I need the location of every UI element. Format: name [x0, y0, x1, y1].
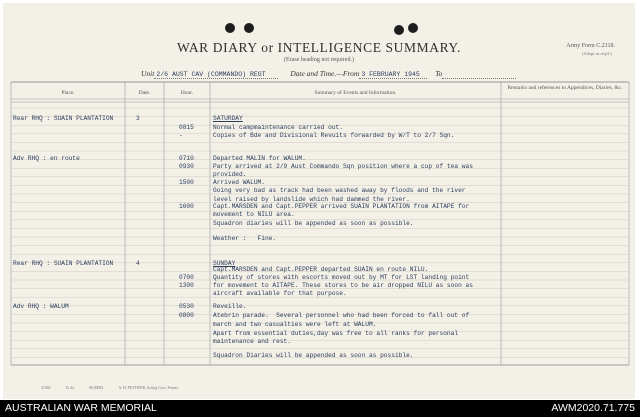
entry-text: SATURDAY — [213, 115, 243, 122]
entry-hour: 0815 — [179, 124, 194, 131]
entry-date: 4 — [136, 260, 140, 267]
entry-text: Weather : Fine. — [213, 235, 277, 242]
entry-text: Capt.MARSDEN and Capt.PEPPER arrived SUAIN PLANTATION from AITAPE for — [213, 203, 470, 210]
entry-hour: 0530 — [179, 303, 194, 310]
footer-accession-number: AWM2020.71.775 — [551, 402, 635, 414]
hour-column-header: Hour. — [180, 90, 194, 96]
entry-text: for movement to AITAPE. These stores to be air dropped NILU as soon as — [213, 282, 473, 289]
entry-text: provided. — [213, 171, 247, 178]
printer-date: 15.42 — [65, 386, 74, 390]
date-value: 3 FEBRUARY 1945 — [359, 71, 427, 79]
entry-text: Copies of Bde and Divisional Revuits forwarded by W/T to 2/7 Sqn. — [213, 132, 455, 139]
unit-value: 2/6 AUST CAV (COMMANDO) REGT — [154, 71, 278, 79]
entry-text: Atebrin parade. Several personnel who had been forced to fall out of — [213, 312, 470, 319]
entry-hour: - — [179, 132, 183, 139]
printer-quantity: 80,000M. — [88, 386, 104, 390]
date-column-header: Date. — [138, 90, 151, 96]
entry-place: Adv RHQ : WALUM — [13, 303, 69, 310]
entry-hour: 1500 — [179, 179, 194, 186]
entry-place: Rear RHQ : SUAIN PLANTATION — [13, 115, 114, 122]
entry-date: 3 — [136, 115, 140, 122]
printer-name: A. H. PETTIFER, Acting Govt. Printer. — [118, 386, 179, 390]
entry-hour: 0800 — [179, 312, 194, 319]
army-form-number: Army Form C.2118. — [566, 43, 615, 49]
unit-label: Unit — [141, 69, 155, 78]
footer-institution: AUSTRALIAN WAR MEMORIAL — [5, 402, 157, 414]
entry-text: maintenance and rest. — [213, 338, 291, 345]
date-label: Date and Time.—From — [290, 69, 360, 78]
entry-text: Arrived WALUM. — [213, 179, 265, 186]
entry-text: Going very bad as track had been washed away by floods and the river — [213, 187, 466, 194]
diary-sheet — [3, 3, 635, 399]
to-label: To — [435, 69, 443, 78]
entry-hour: 1300 — [179, 282, 194, 289]
footer-bar — [0, 400, 640, 417]
entry-text: aircraft available for that purpose. — [213, 290, 347, 297]
printer-line — [41, 386, 193, 390]
summary-column-header: Summary of Events and Information. — [314, 90, 397, 96]
place-column-header: Place. — [61, 90, 75, 96]
entry-hour: 0700 — [179, 274, 194, 281]
entry-text: Quantity of stores with escorts moved out by MT for LST landing point — [213, 274, 470, 281]
entry-place: Rear RHQ : SUAIN PLANTATION — [13, 260, 114, 267]
entry-text: Reveille. — [213, 303, 247, 310]
entry-text: Normal campmaintenance carried out. — [213, 124, 343, 131]
entry-hour: 0930 — [179, 163, 194, 170]
entry-text: SUNDAY — [213, 260, 236, 267]
entry-text: march and two casualties were left at WALUM. — [213, 321, 377, 328]
entry-text: level raised by landslide which had dammed the river. — [213, 196, 410, 203]
entry-text: movement to NILU area. — [213, 211, 295, 218]
remarks-column-header: Remarks and references to Appendices, Diaries, &c. — [507, 85, 623, 91]
form-title: WAR DIARY or INTELLIGENCE SUMMARY. — [176, 40, 462, 55]
army-form-note: (Adapt as req'd.) — [582, 51, 612, 56]
entry-text: Apart from essential duties,day was free to all ranks for personal — [213, 330, 459, 337]
printer-code: 51882 — [41, 386, 51, 390]
entry-hour: 1600 — [179, 203, 194, 210]
entry-text: Departed MALIN for WALUM. — [213, 155, 306, 162]
form-subtitle: (Erase heading not required.) — [284, 57, 354, 63]
entry-text: Party arrived at 2/9 Aust Commando Sqn position where a cup of tea was — [213, 163, 473, 170]
entry-text: Capt.MARSDEN and Capt.PEPPER departed SUAIN en route NILU. — [213, 266, 429, 273]
entry-place: Adv RHQ : en route — [13, 155, 80, 162]
entry-text: Squadron Diaries will be appended as soon as possible. — [213, 352, 414, 359]
entry-text: Squadron diaries will be appended as soon as possible. — [213, 220, 414, 227]
entry-hour: 0710 — [179, 155, 194, 162]
